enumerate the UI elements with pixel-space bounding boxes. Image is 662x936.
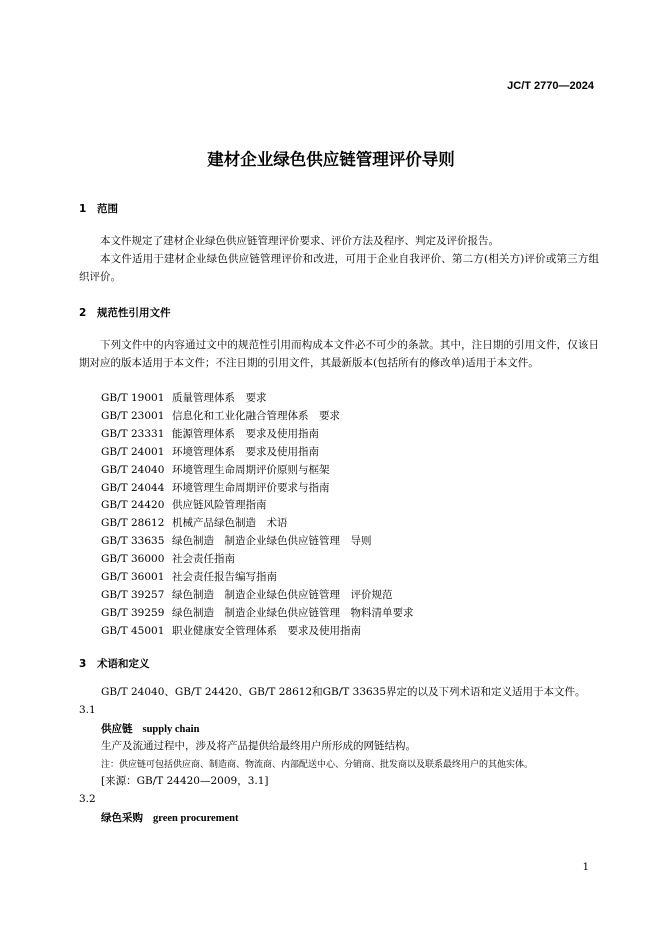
reference-title: 供应链风险管理指南 — [172, 499, 267, 511]
reference-code: GB/T 23331 — [101, 428, 165, 440]
reference-item — [101, 462, 330, 477]
term-definition: 生产及流通过程中，涉及将产品提供给最终用户所形成的网链结构。 — [101, 740, 416, 752]
term-entry — [101, 721, 199, 736]
reference-title: 环境管理生命周期评价要求与指南 — [172, 482, 330, 494]
clause-number: 3.1 — [79, 704, 96, 716]
reference-item — [101, 551, 235, 566]
reference-item — [101, 569, 277, 584]
reference-item — [101, 497, 267, 512]
term-chinese: 供应链 — [101, 723, 133, 735]
reference-code: GB/T 36000 — [101, 553, 165, 565]
clause-number: 3.2 — [79, 793, 96, 805]
reference-title: 机械产品绿色制造 术语 — [172, 517, 288, 529]
reference-item — [101, 408, 340, 423]
reference-code: GB/T 36001 — [101, 571, 165, 583]
scope-paragraph-2: 本文件适用于建材企业绿色供应链管理评价和改进，可用于企业自我评价、第二方(相关方)评价或第三方组织评价。 — [79, 253, 599, 283]
term-english: supply chain — [142, 724, 200, 735]
reference-code: GB/T 28612 — [101, 517, 165, 529]
section-title: 规范性引用文件 — [97, 307, 171, 319]
reference-item — [101, 515, 288, 530]
reference-title: 质量管理体系 要求 — [172, 392, 267, 404]
reference-item — [101, 480, 330, 495]
section-heading-scope — [79, 201, 118, 216]
section-title: 术语和定义 — [97, 658, 150, 670]
term-chinese: 绿色采购 — [101, 812, 143, 824]
terms-intro: GB/T 24040、GB/T 24420、GB/T 28612和GB/T 33635界定的以及下列术语和定义适用于本文件。 — [101, 686, 586, 698]
term-entry — [101, 810, 238, 825]
section-number: 2 — [79, 307, 87, 319]
section-title: 范围 — [97, 203, 118, 215]
reference-code: GB/T 24420 — [101, 499, 165, 511]
reference-item — [101, 623, 361, 638]
section-number: 3 — [79, 658, 87, 670]
reference-title: 能源管理体系 要求及使用指南 — [172, 428, 319, 440]
reference-code: GB/T 39257 — [101, 589, 165, 601]
term-english: green procurement — [153, 813, 239, 824]
term-source: [来源：GB/T 24420—2009，3.1] — [101, 775, 269, 787]
reference-item — [101, 533, 372, 548]
section-heading-normative-references — [79, 305, 171, 320]
references-intro: 下列文件中的内容通过文中的规范性引用而构成本文件必不可少的条款。其中，注日期的引用文件，仅该日期对应的版本适用于本文件；不注日期的引用文件，其最新版本(包括所有的修改单)适用于本文件。 — [79, 339, 599, 369]
document-title: 建材企业绿色供应链管理评价导则 — [207, 150, 455, 169]
reference-item — [101, 390, 267, 405]
reference-item — [101, 426, 319, 441]
reference-item — [101, 587, 393, 602]
reference-code: GB/T 19001 — [101, 392, 165, 404]
reference-title: 环境管理体系 要求及使用指南 — [172, 446, 319, 458]
section-heading-terms — [79, 656, 150, 671]
reference-title: 职业健康安全管理体系 要求及使用指南 — [172, 625, 361, 637]
standard-number: JC/T 2770—2024 — [507, 80, 594, 92]
reference-item — [101, 605, 414, 620]
reference-code: GB/T 24044 — [101, 482, 165, 494]
reference-code: GB/T 23001 — [101, 410, 165, 422]
reference-code: GB/T 33635 — [101, 535, 165, 547]
reference-title: 社会责任报告编写指南 — [172, 571, 277, 583]
reference-code: GB/T 24040 — [101, 464, 165, 476]
reference-code: GB/T 39259 — [101, 607, 165, 619]
page-number: 1 — [582, 862, 589, 873]
reference-title: 社会责任指南 — [172, 553, 235, 565]
reference-title: 环境管理生命周期评价原则与框架 — [172, 464, 330, 476]
reference-item — [101, 444, 319, 459]
reference-title: 绿色制造 制造企业绿色供应链管理 物料清单要求 — [172, 607, 414, 619]
reference-code: GB/T 24001 — [101, 446, 165, 458]
reference-code: GB/T 45001 — [101, 625, 165, 637]
reference-title: 信息化和工业化融合管理体系 要求 — [172, 410, 340, 422]
reference-title: 绿色制造 制造企业绿色供应链管理 导则 — [172, 535, 372, 547]
term-note: 注：供应链可包括供应商、制造商、物流商、内部配送中心、分销商、批发商以及联系最终用户的其他实体。 — [101, 760, 534, 770]
scope-paragraph-1: 本文件规定了建材企业绿色供应链管理评价要求、评价方法及程序、判定及评价报告。 — [100, 235, 499, 247]
section-number: 1 — [79, 203, 87, 215]
reference-title: 绿色制造 制造企业绿色供应链管理 评价规范 — [172, 589, 393, 601]
